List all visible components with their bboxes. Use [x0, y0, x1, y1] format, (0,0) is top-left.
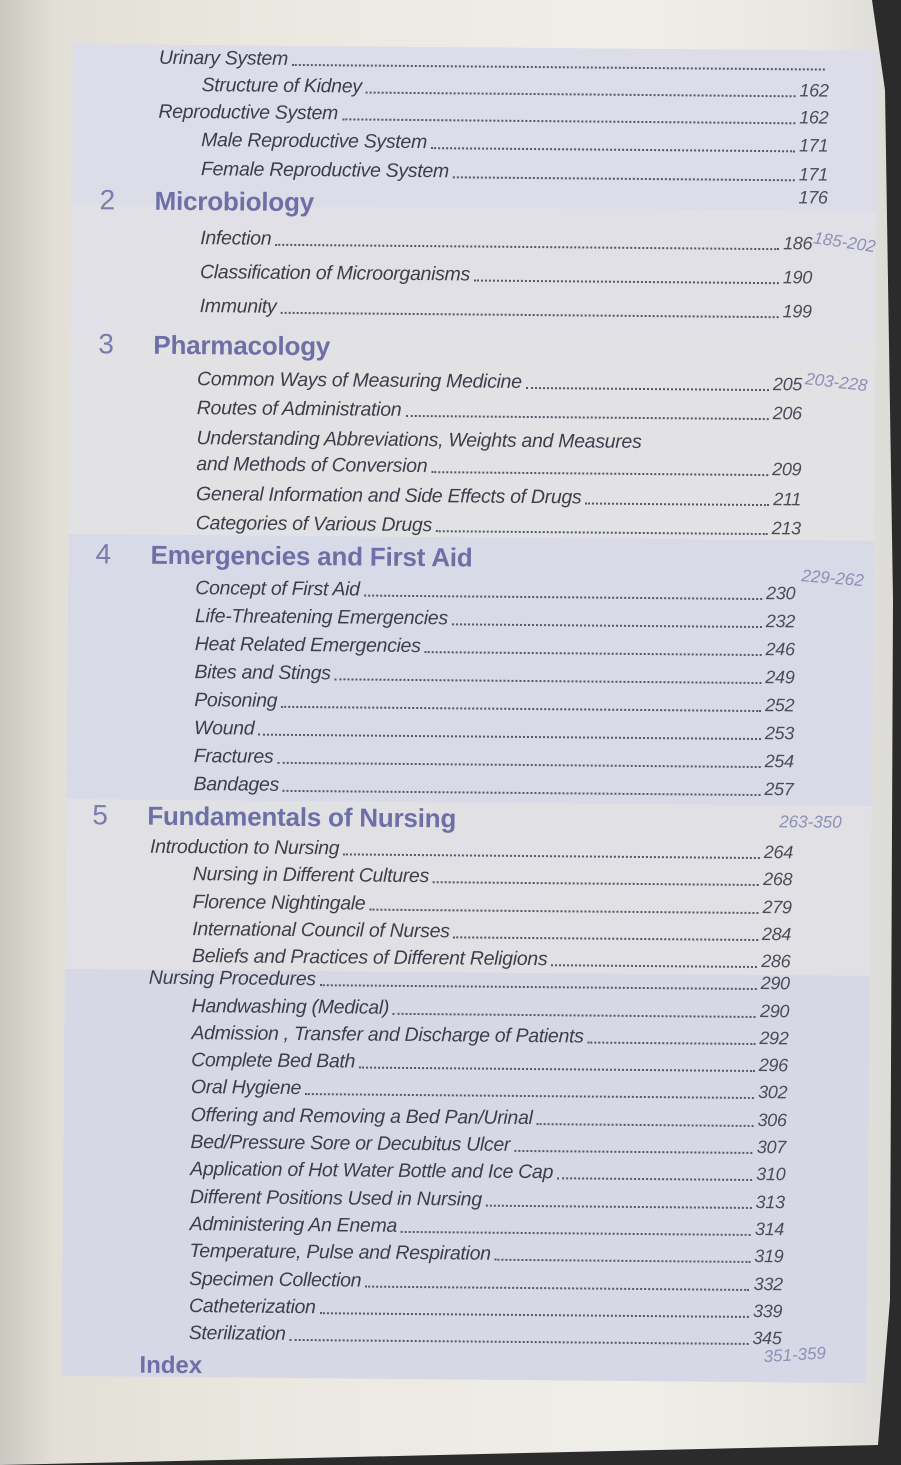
toc-entry[interactable]: Bed/Pressure Sore or Decubitus Ulcer 307	[190, 1131, 787, 1158]
toc-entry[interactable]: Florence Nightingale 279	[192, 890, 792, 917]
toc-entry[interactable]: Urinary System	[159, 45, 829, 77]
toc-entry[interactable]: Application of Hot Water Bottle and Ice Cap 310	[190, 1158, 786, 1185]
toc-entry[interactable]: Temperature, Pulse and Respiration 319	[189, 1240, 784, 1267]
toc-entry[interactable]: Different Positions Used in Nursing 313	[189, 1185, 785, 1212]
chapter-heading[interactable]: 4 Emergencies and First Aid	[95, 538, 473, 573]
toc-entry[interactable]: Offering and Removing a Bed Pan/Urinal 306	[190, 1103, 787, 1130]
chapter-heading[interactable]: 3 Pharmacology	[98, 328, 331, 362]
chapter-heading[interactable]: 5 Fundamentals of Nursing	[92, 799, 457, 834]
toc-entry[interactable]: Infection 186	[200, 227, 813, 254]
toc-entry[interactable]: Admission , Transfer and Discharge of Patients 292	[191, 1021, 789, 1049]
toc-entry[interactable]: Beliefs and Practices of Different Religions 286	[191, 945, 791, 972]
toc-entry[interactable]: Nursing in Different Cultures 268	[192, 863, 793, 890]
index-page-range: 351-359	[763, 1343, 827, 1367]
toc-entry[interactable]: Immunity 199	[199, 295, 812, 322]
toc-entry[interactable]: Heat Related Emergencies 246	[194, 633, 795, 660]
toc-entry[interactable]: General Information and Side Effects of Drugs 211	[195, 483, 802, 510]
toc-entry[interactable]: Structure of Kidney 162	[201, 74, 829, 101]
toc-entry[interactable]: Introduction to Nursing 264	[149, 835, 794, 863]
toc-entry[interactable]: Catheterization 339	[188, 1294, 783, 1322]
toc-entry[interactable]: Fractures 254	[193, 745, 794, 772]
toc-entry[interactable]: Wound 253	[193, 717, 795, 744]
toc-entry[interactable]: Female Reproductive System 171	[200, 158, 828, 185]
toc-entry[interactable]: Categories of Various Drugs 213	[195, 512, 801, 539]
toc-entry[interactable]: Handwashing (Medical) 290	[191, 994, 790, 1021]
toc-entry[interactable]: Life-Threatening Emergencies 232	[194, 605, 796, 632]
toc-entry[interactable]: Bandages 257	[193, 773, 794, 800]
chapter-page-range: 229-262	[800, 566, 865, 591]
toc-entry[interactable]: and Methods of Conversion 209	[196, 453, 802, 480]
toc-entry[interactable]: Oral Hygiene 302	[190, 1076, 788, 1103]
index-heading[interactable]: Index	[139, 1351, 203, 1380]
toc-entry[interactable]: Complete Bed Bath 296	[191, 1049, 788, 1076]
toc-entry[interactable]: Poisoning 252	[194, 689, 795, 716]
toc-entry[interactable]: Nursing Procedures 290	[148, 966, 790, 994]
chapter-page-range: 263-350	[779, 812, 842, 832]
toc-entry[interactable]: Routes of Administration 206	[196, 397, 802, 424]
toc-entry[interactable]: Male Reproductive System 171	[201, 129, 829, 156]
toc-entry[interactable]: Bites and Stings 249	[194, 661, 795, 688]
chapter-page-range: 185-202	[812, 228, 877, 257]
toc-entry[interactable]: International Council of Nurses 284	[192, 917, 792, 945]
toc-entry[interactable]: Administering An Enema 314	[189, 1212, 785, 1240]
toc-entry[interactable]: Sterilization 345	[188, 1322, 782, 1349]
toc-entry[interactable]: Specimen Collection 332	[189, 1267, 783, 1294]
toc-entry[interactable]: Common Ways of Measuring Medicine 205	[196, 368, 803, 395]
chapter-page-range: 203-228	[804, 369, 869, 396]
toc-entry[interactable]: 176	[798, 187, 828, 208]
toc-entry[interactable]: Concept of First Aid 230	[195, 577, 796, 604]
toc-entry[interactable]: Reproductive System 162	[158, 100, 829, 128]
chapter-heading[interactable]: 2 Microbiology	[99, 184, 315, 218]
toc-entry[interactable]: Understanding Abbreviations, Weights and Measures	[196, 427, 642, 453]
toc-entry[interactable]: Classification of Microorganisms 190	[199, 261, 813, 288]
